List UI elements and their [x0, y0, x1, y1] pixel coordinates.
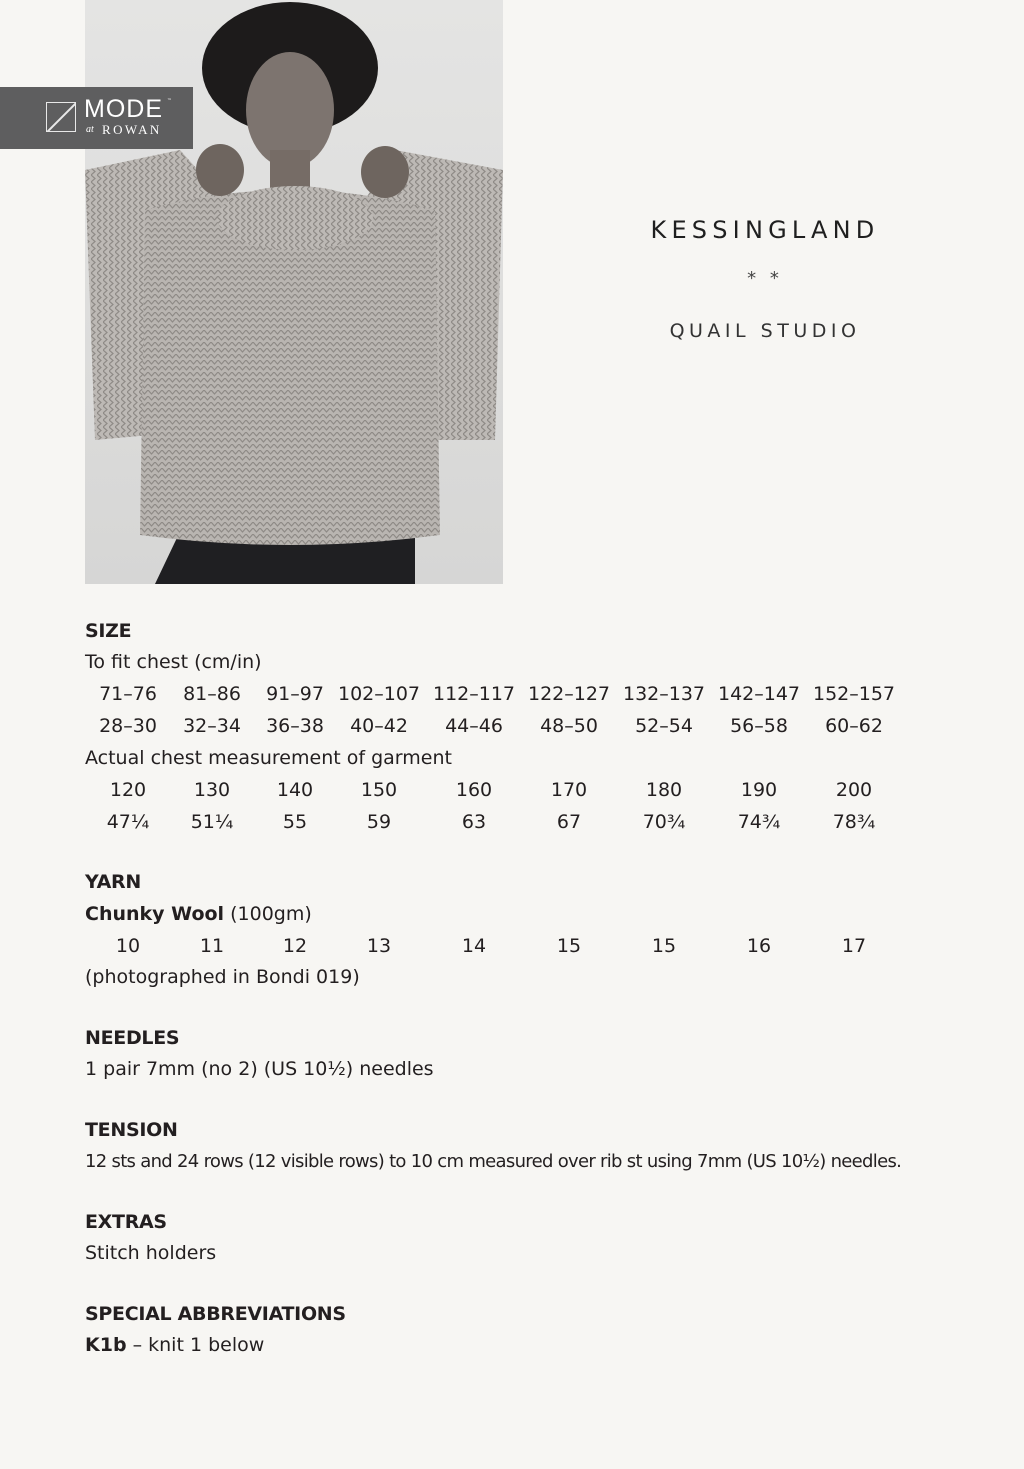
logo-trademark: ™	[167, 98, 172, 104]
yarn-weight: (100gm)	[224, 903, 312, 925]
size-cell: 120	[109, 779, 147, 801]
size-cell: 78¾	[832, 811, 876, 833]
extras-heading: EXTRAS	[85, 1211, 167, 1233]
size-cell: 44–46	[445, 715, 503, 737]
size-cell: 71–76	[99, 683, 157, 705]
size-cell: 28–30	[99, 715, 157, 737]
needles-heading: NEEDLES	[85, 1027, 180, 1049]
yarn-name: Chunky Wool	[85, 903, 225, 925]
size-cell: 200	[835, 779, 873, 801]
logo-square-icon	[46, 102, 76, 132]
size-cell: 60–62	[825, 715, 883, 737]
yarn-heading: YARN	[85, 871, 141, 893]
design-title: KESSINGLAND	[650, 216, 880, 244]
size-cell: 102–107	[337, 683, 421, 705]
yarn-cell: 13	[366, 935, 392, 957]
size-cell: 132–137	[622, 683, 706, 705]
size-cell: 36–38	[266, 715, 324, 737]
yarn-cell: 15	[651, 935, 677, 957]
size-cell: 51¼	[190, 811, 234, 833]
size-cell: 122–127	[527, 683, 611, 705]
difficulty-rating: * *	[747, 268, 783, 289]
mode-at-rowan-logo	[0, 87, 193, 149]
yarn-cell: 16	[746, 935, 772, 957]
size-cell: 32–34	[183, 715, 241, 737]
size-cell: 55	[282, 811, 308, 833]
to-fit-cm-row	[0, 683, 1024, 709]
size-cell: 160	[455, 779, 493, 801]
size-cell: 140	[276, 779, 314, 801]
size-cell: 130	[193, 779, 231, 801]
extras-text: Stitch holders	[85, 1242, 217, 1264]
size-cell: 142–147	[717, 683, 801, 705]
size-heading: SIZE	[85, 620, 132, 642]
to-fit-label: To fit chest (cm/in)	[85, 651, 262, 673]
size-cell: 91–97	[266, 683, 324, 705]
actual-cm-row	[0, 779, 1024, 805]
to-fit-in-row	[0, 715, 1024, 741]
size-cell: 48–50	[540, 715, 598, 737]
size-cell: 180	[645, 779, 683, 801]
size-cell: 67	[556, 811, 582, 833]
yarn-cell: 17	[841, 935, 867, 957]
abbreviations-heading: SPECIAL ABBREVIATIONS	[85, 1303, 346, 1325]
size-cell: 74¾	[737, 811, 781, 833]
tension-text: 12 sts and 24 rows (12 visible rows) to 10 cm measured over rib st using 7mm (US 10½) needles.	[85, 1151, 902, 1172]
yarn-line	[85, 903, 312, 925]
yarn-cell: 12	[282, 935, 308, 957]
designer-name: QUAIL STUDIO	[669, 320, 861, 342]
actual-in-row	[0, 811, 1024, 837]
actual-chest-label: Actual chest measurement of garment	[85, 747, 452, 769]
size-cell: 63	[461, 811, 487, 833]
size-cell: 190	[740, 779, 778, 801]
yarn-cell: 14	[461, 935, 487, 957]
size-cell: 81–86	[183, 683, 241, 705]
abbreviation-description: – knit 1 below	[126, 1334, 265, 1356]
yarn-note: (photographed in Bondi 019)	[85, 966, 360, 988]
logo-main-text: MODE	[84, 95, 163, 123]
size-cell: 40–42	[350, 715, 408, 737]
logo-sub-text: ROWAN	[102, 122, 162, 137]
tension-heading: TENSION	[85, 1119, 178, 1141]
yarn-balls-row	[0, 935, 1024, 961]
size-cell: 59	[366, 811, 392, 833]
size-cell: 150	[360, 779, 398, 801]
needles-text: 1 pair 7mm (no 2) (US 10½) needles	[85, 1058, 434, 1080]
abbreviation-item	[85, 1334, 264, 1356]
yarn-cell: 10	[115, 935, 141, 957]
abbreviation-code: K1b	[85, 1334, 127, 1356]
size-cell: 70¾	[642, 811, 686, 833]
yarn-cell: 15	[556, 935, 582, 957]
size-cell: 56–58	[730, 715, 788, 737]
size-cell: 112–117	[432, 683, 516, 705]
size-cell: 47¼	[106, 811, 150, 833]
size-cell: 170	[550, 779, 588, 801]
size-cell: 52–54	[635, 715, 693, 737]
size-cell: 152–157	[812, 683, 896, 705]
logo-at-text: at	[86, 124, 94, 135]
yarn-cell: 11	[199, 935, 225, 957]
